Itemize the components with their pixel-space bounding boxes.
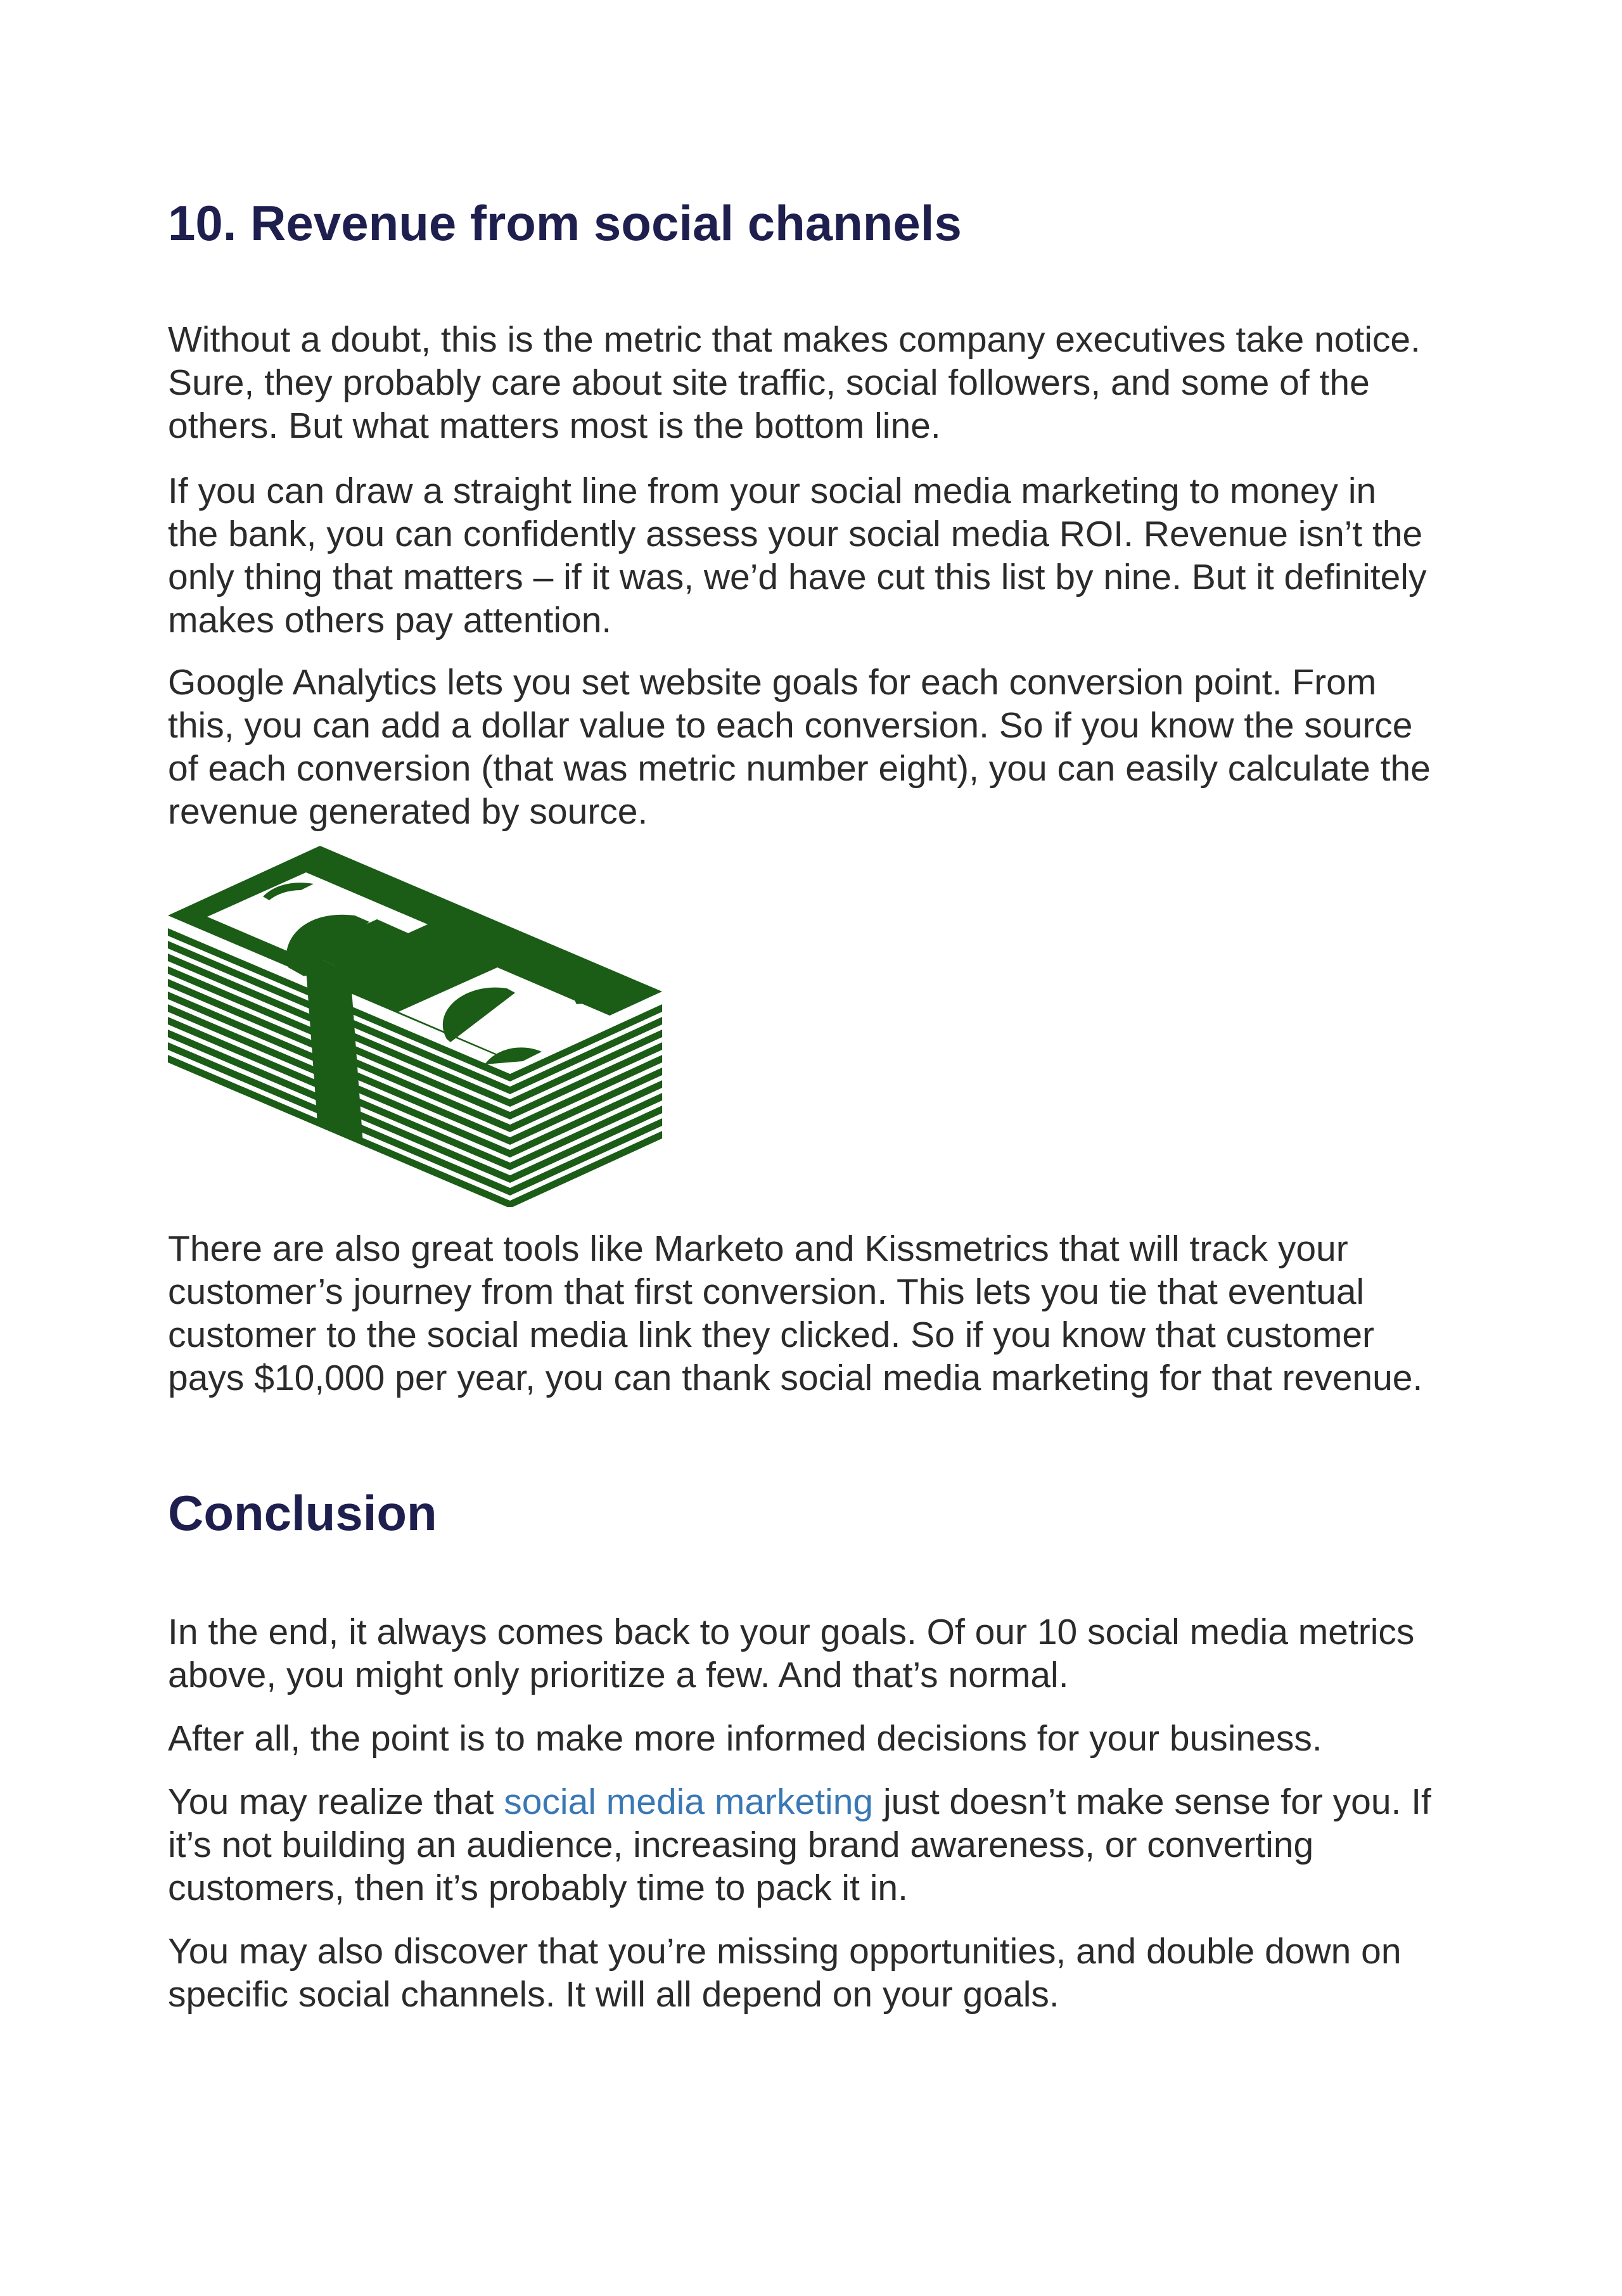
paragraph-google-analytics: [168, 661, 1431, 833]
text-line: of each conversion (that was metric number eight), you can easily calculate the: [168, 748, 1431, 789]
paragraph-revenue-intro: [168, 318, 1421, 447]
paragraph-conclusion-realize: [168, 1780, 1431, 1910]
text-line: If you can draw a straight line from your social media marketing to money in: [168, 471, 1377, 511]
paragraph-conclusion-decisions: [168, 1717, 1322, 1760]
paragraph-tools: [168, 1227, 1422, 1400]
paragraph-conclusion-opportunities: [168, 1930, 1402, 2016]
text-line: pays $10,000 per year, you can thank social media marketing for that revenue.: [168, 1358, 1423, 1398]
text-line: makes others pay attention.: [168, 600, 612, 641]
paragraph-revenue-roi: [168, 469, 1426, 642]
text-line: it’s not building an audience, increasing brand awareness, or converting: [168, 1825, 1314, 1865]
text-line: After all, the point is to make more informed decisions for your business.: [168, 1718, 1322, 1759]
text-line: specific social channels. It will all depend on your goals.: [168, 1974, 1059, 2015]
text-line: others. But what matters most is the bottom line.: [168, 405, 941, 446]
paragraph-conclusion-goals: [168, 1610, 1414, 1697]
text-line: revenue generated by source.: [168, 791, 648, 832]
text-line: the bank, you can confidently assess your social media ROI. Revenue isn’t the: [168, 514, 1423, 554]
text-line-before-link: You may realize that: [168, 1782, 504, 1822]
text-line: Google Analytics lets you set website goals for each conversion point. From: [168, 662, 1377, 703]
text-line-after-link: just doesn’t make sense for you. If: [873, 1782, 1431, 1822]
social-media-marketing-link[interactable]: social media marketing: [504, 1782, 874, 1822]
section-heading-revenue: 10. Revenue from social channels: [168, 195, 962, 251]
text-line: Sure, they probably care about site traffic, social followers, and some of the: [168, 362, 1370, 403]
text-line: customer’s journey from that first conversion. This lets you tie that eventual: [168, 1272, 1365, 1312]
text-line: There are also great tools like Marketo and Kissmetrics that will track your: [168, 1228, 1348, 1269]
text-line: You may also discover that you’re missing opportunities, and double down on: [168, 1931, 1402, 1972]
text-line: only thing that matters – if it was, we’d have cut this list by nine. But it definitely: [168, 557, 1427, 597]
text-line: above, you might only prioritize a few. And that’s normal.: [168, 1655, 1069, 1695]
text-line: customer to the social media link they clicked. So if you know that customer: [168, 1315, 1375, 1355]
money-stack-icon: [168, 846, 675, 1207]
text-line: this, you can add a dollar value to each conversion. So if you know the source: [168, 705, 1413, 746]
text-line: In the end, it always comes back to your goals. Of our 10 social media metrics: [168, 1612, 1415, 1652]
section-heading-conclusion: Conclusion: [168, 1485, 437, 1541]
text-line: Without a doubt, this is the metric that makes company executives take notice.: [168, 319, 1421, 360]
text-line: customers, then it’s probably time to pack it in.: [168, 1868, 908, 1908]
